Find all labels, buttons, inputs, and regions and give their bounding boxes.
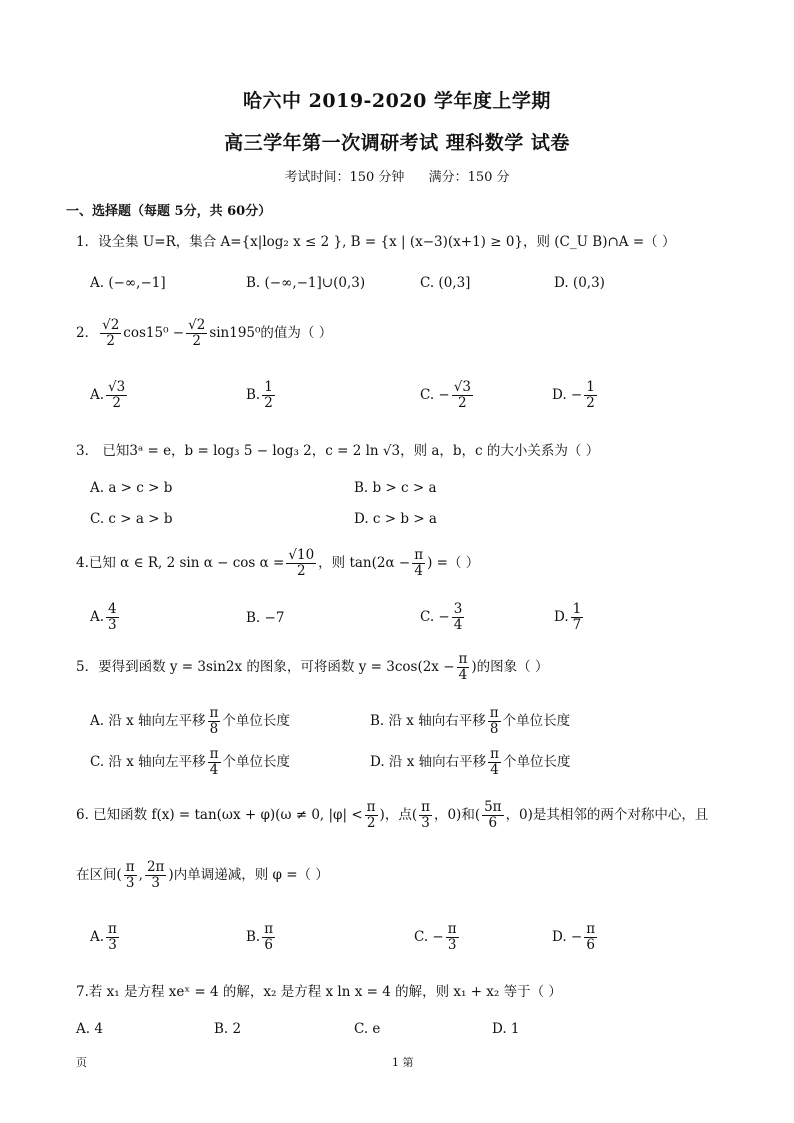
- question-4-option-b: B. −7: [246, 610, 285, 626]
- exam-subtitle: [0, 166, 794, 185]
- question-3-option-b: B. b > c > a: [354, 480, 437, 496]
- question-2-stem: 2． $\frac{√2}{2}$ cos15⁰ − $\frac{√2}{2}$ sin195⁰的值为（ ）: [76, 317, 333, 349]
- question-7-stem: 7.若 x₁ 是方程 xeˣ = 4 的解，x₂ 是方程 x ln x = 4 的解，则 x₁ + x₂ 等于（ ）: [76, 984, 562, 1000]
- question-5-option-a: A. 沿 x 轴向左平移 $\frac{\pi}{8}$ 个单位长度: [90, 705, 290, 737]
- question-6-option-b: B. $\frac{\pi}{6}$: [246, 921, 274, 953]
- question-3-stem: 3． 已知3ᵃ = e，b = log₃ 5 − log₃ 2，c = 2 ln √3，则 a，b，c 的大小关系为（ ）: [76, 443, 600, 459]
- question-6-stem: 6. 已知函数 f(x) = tan(ωx + φ)(ω ≠ 0, |φ| < $\frac{\pi}{2}$ )，点( $\frac{\pi}{3}$ ，0)和( $\frac{5\pi}{6}$ ，0)是其相邻的两个对称中心，且: [76, 799, 709, 831]
- question-1-option-d: D. (0,3): [554, 275, 605, 291]
- full-score: 满分：150 分: [428, 170, 510, 185]
- question-1-option-c: C. (0,3]: [420, 275, 471, 291]
- exam-title-line1: 哈六中 2019-2020 学年度上学期: [243, 90, 551, 112]
- fraction: $\frac{√2}{2}$: [188, 317, 206, 349]
- footer-left: 页: [76, 1056, 87, 1069]
- question-7-option-c: C. e: [354, 1021, 381, 1037]
- question-4-option-a: A. $\frac{4}{3}$: [90, 601, 117, 633]
- exam-title-line2: 高三学年第一次调研考试 理科数学 试卷: [224, 132, 570, 154]
- footer-page-number: 1 第: [392, 1056, 414, 1069]
- question-7-option-a: A. 4: [76, 1021, 103, 1037]
- question-7-option-d: D. 1: [492, 1021, 520, 1037]
- question-6-stem-line2: 在区间( $\frac{\pi}{3}$ , $\frac{2\pi}{3}$ )内单调递减，则 φ =（ ）: [76, 859, 329, 891]
- question-4-stem: 4.已知 α ∈ R, 2 sin α − cos α = $\frac{√10}{2}$ ，则 tan(2α − $\frac{\pi}{4}$ ) =（ ）: [76, 547, 480, 579]
- question-3-option-d: D. c > b > a: [354, 511, 437, 527]
- question-1-option-a: A. (−∞,−1]: [90, 275, 166, 291]
- question-5-option-b: B. 沿 x 轴向右平移 $\frac{\pi}{8}$ 个单位长度: [370, 705, 571, 737]
- question-1-stem: 1．设全集 U=R，集合 A={x|log₂ x ≤ 2 }, B = {x | (x−3)(x+1) ≥ 0}，则 (C_U B)∩A =（ ）: [76, 234, 676, 250]
- fraction: $\frac{√2}{2}$: [102, 317, 120, 349]
- question-2-option-d: D. − $\frac{1}{2}$: [552, 379, 595, 411]
- question-1-option-b: B. (−∞,−1]∪(0,3): [246, 275, 366, 291]
- question-5-stem: 5．要得到函数 y = 3sin2x 的图象，可将函数 y = 3cos(2x − $\frac{\pi}{4}$ )的图象（ ）: [76, 651, 549, 683]
- question-6-option-c: C. − $\frac{\pi}{3}$: [414, 921, 457, 953]
- question-4-option-d: D. $\frac{1}{7}$: [554, 601, 582, 633]
- question-5-option-d: D. 沿 x 轴向右平移 $\frac{\pi}{4}$ 个单位长度: [370, 746, 571, 778]
- exam-time: 考试时间：150 分钟: [284, 170, 405, 185]
- question-4-option-c: C. − $\frac{3}{4}$: [420, 601, 463, 633]
- question-2-option-b: B. $\frac{1}{2}$: [246, 379, 273, 411]
- section-title: 一、选择题（每题 5分，共 60分）: [66, 204, 272, 219]
- question-6-option-a: A. $\frac{\pi}{3}$: [90, 921, 117, 953]
- question-2-option-a: A. $\frac{√3}{2}$: [90, 379, 126, 411]
- question-6-option-d: D. − $\frac{\pi}{6}$: [552, 921, 596, 953]
- question-3-option-c: C. c > a > b: [90, 511, 173, 527]
- question-2-option-c: C. − $\frac{√3}{2}$: [420, 379, 471, 411]
- question-3-option-a: A. a > c > b: [90, 480, 173, 496]
- question-5-option-c: C. 沿 x 轴向左平移 $\frac{\pi}{4}$ 个单位长度: [90, 746, 291, 778]
- question-7-option-b: B. 2: [214, 1021, 242, 1037]
